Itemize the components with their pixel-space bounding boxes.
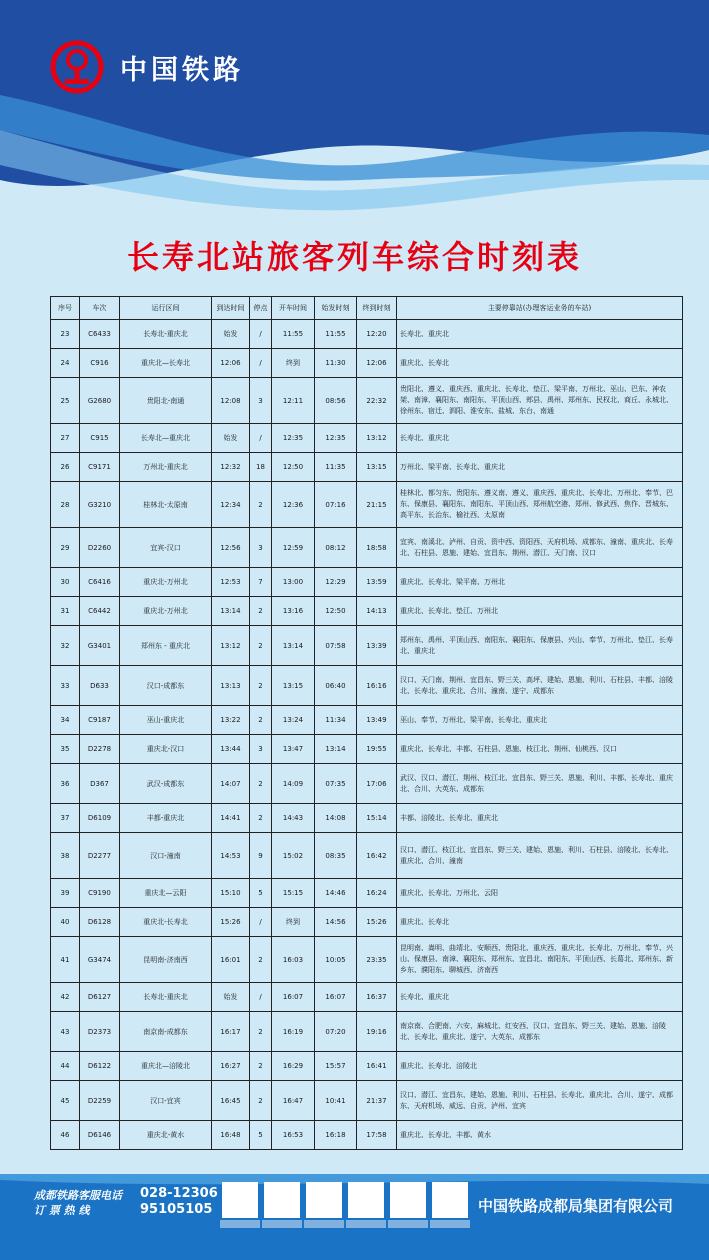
stop-duration: /: [250, 424, 272, 453]
route: 桂林北-太原南: [120, 482, 212, 528]
arrival-time: 13:13: [212, 666, 250, 706]
route: 南京南-成都东: [120, 1012, 212, 1052]
qr-code-icon: [432, 1182, 468, 1218]
train-number: D2373: [80, 1012, 120, 1052]
terminal-time: 22:32: [357, 378, 397, 424]
origin-time: 08:12: [315, 528, 357, 568]
hotline-number-1: 028-12306: [140, 1186, 218, 1201]
qr-code-icon: [222, 1182, 258, 1218]
origin-time: 15:57: [315, 1052, 357, 1081]
route: 郑州东 - 重庆北: [120, 626, 212, 666]
departure-time: 13:16: [272, 597, 315, 626]
stops: 昆明南、嵩明、曲靖北、安顺西、贵阳北、重庆西、重庆北、长寿北、万州北、奉节、兴山、保康县、南漳、襄阳东、郑州东、宜昌北、南阳东、平顶山西、长葛北、郑州东、新乡东、濮阳东、聊城西、济南西: [397, 937, 683, 983]
terminal-time: 16:16: [357, 666, 397, 706]
departure-time: 11:55: [272, 320, 315, 349]
origin-time: 16:07: [315, 983, 357, 1012]
departure-time: 12:11: [272, 378, 315, 424]
arrival-time: 13:22: [212, 706, 250, 735]
stops: 南京南、合肥南、六安、麻城北、红安西、汉口、宜昌东、野三关、建始、恩施、涪陵北、长寿北、重庆北、遂宁、大英东、成都东: [397, 1012, 683, 1052]
origin-time: 11:30: [315, 349, 357, 378]
route: 万州北-重庆北: [120, 453, 212, 482]
qr-code-row: [222, 1182, 468, 1218]
column-header: 序号: [51, 297, 80, 320]
train-number: D367: [80, 764, 120, 804]
train-number: G3210: [80, 482, 120, 528]
origin-time: 10:41: [315, 1081, 357, 1121]
row-number: 27: [51, 424, 80, 453]
stop-duration: /: [250, 320, 272, 349]
train-number: D2278: [80, 735, 120, 764]
arrival-time: 12:53: [212, 568, 250, 597]
hotline-label-2: 订 票 热 线: [34, 1204, 90, 1217]
origin-time: 12:35: [315, 424, 357, 453]
terminal-time: 15:14: [357, 804, 397, 833]
stop-duration: /: [250, 349, 272, 378]
train-number: D6109: [80, 804, 120, 833]
column-header: 车次: [80, 297, 120, 320]
stops: 丰都、涪陵北、长寿北、重庆北: [397, 804, 683, 833]
departure-time: 15:15: [272, 879, 315, 908]
stops: 贵阳北、遵义、重庆西、重庆北、长寿北、垫江、梁平南、万州北、巫山、巴东、神农架、南漳、襄阳东、南阳东、平顶山西、郏县、禹州、郑州东、民权北、商丘、永城北、徐州东、宿迁、泗阳、淮安东、盐城、东台、南通: [397, 378, 683, 424]
stop-duration: 9: [250, 833, 272, 879]
stop-duration: 5: [250, 879, 272, 908]
hotline-labels: [34, 1188, 122, 1218]
departure-time: 13:15: [272, 666, 315, 706]
terminal-time: 13:49: [357, 706, 397, 735]
departure-time: 终到: [272, 908, 315, 937]
route: 重庆北—涪陵北: [120, 1052, 212, 1081]
terminal-time: 13:15: [357, 453, 397, 482]
origin-time: 12:29: [315, 568, 357, 597]
route: 长寿北-重庆北: [120, 320, 212, 349]
origin-time: 13:14: [315, 735, 357, 764]
origin-time: 07:58: [315, 626, 357, 666]
origin-time: 11:34: [315, 706, 357, 735]
route: 宜宾-汉口: [120, 528, 212, 568]
stops: 万州北、梁平南、长寿北、重庆北: [397, 453, 683, 482]
table-row: [51, 735, 683, 764]
route: 汉口-宜宾: [120, 1081, 212, 1121]
arrival-time: 16:45: [212, 1081, 250, 1121]
table-row: [51, 482, 683, 528]
arrival-time: 13:44: [212, 735, 250, 764]
terminal-time: 21:15: [357, 482, 397, 528]
header-banner: [0, 0, 709, 230]
train-number: D6146: [80, 1121, 120, 1150]
train-number: D2259: [80, 1081, 120, 1121]
route: 汉口-成都东: [120, 666, 212, 706]
arrival-time: 始发: [212, 983, 250, 1012]
terminal-time: 13:39: [357, 626, 397, 666]
row-number: 44: [51, 1052, 80, 1081]
origin-time: 14:56: [315, 908, 357, 937]
departure-time: 16:03: [272, 937, 315, 983]
origin-time: 14:08: [315, 804, 357, 833]
row-number: 36: [51, 764, 80, 804]
row-number: 31: [51, 597, 80, 626]
table-row: [51, 597, 683, 626]
train-number: D2277: [80, 833, 120, 879]
row-number: 43: [51, 1012, 80, 1052]
origin-time: 12:50: [315, 597, 357, 626]
stops: 长寿北、重庆北: [397, 983, 683, 1012]
terminal-time: 16:37: [357, 983, 397, 1012]
arrival-time: 16:01: [212, 937, 250, 983]
train-number: C9171: [80, 453, 120, 482]
arrival-time: 13:14: [212, 597, 250, 626]
stops: 重庆北、长寿北、丰都、石柱县、恩施、枝江北、荆州、仙桃西、汉口: [397, 735, 683, 764]
terminal-time: 16:41: [357, 1052, 397, 1081]
departure-time: 13:47: [272, 735, 315, 764]
stops: 重庆北、长寿北、涪陵北: [397, 1052, 683, 1081]
train-number: C6416: [80, 568, 120, 597]
arrival-time: 16:17: [212, 1012, 250, 1052]
group-name: 中国铁路成都局集团有限公司: [478, 1197, 674, 1215]
row-number: 23: [51, 320, 80, 349]
arrival-time: 15:26: [212, 908, 250, 937]
row-number: 40: [51, 908, 80, 937]
row-number: 32: [51, 626, 80, 666]
route: 长寿北—重庆北: [120, 424, 212, 453]
stop-duration: 18: [250, 453, 272, 482]
route: 汉口-潼南: [120, 833, 212, 879]
brand-name: 中国铁路: [120, 54, 244, 86]
row-number: 24: [51, 349, 80, 378]
stop-duration: /: [250, 983, 272, 1012]
arrival-time: 14:41: [212, 804, 250, 833]
footer: [0, 1174, 709, 1260]
timetable: [50, 296, 673, 1260]
train-number: D6122: [80, 1052, 120, 1081]
route: 武汉-成都东: [120, 764, 212, 804]
origin-time: 07:35: [315, 764, 357, 804]
arrival-time: 13:12: [212, 626, 250, 666]
qr-code-icon: [390, 1182, 426, 1218]
route: 贵阳北-南通: [120, 378, 212, 424]
route: 长寿北-重庆北: [120, 983, 212, 1012]
stops: 汉口、天门南、荆州、宜昌东、野三关、高坪、建始、恩施、利川、石柱县、丰都、涪陵北、长寿北、重庆北、合川、潼南、遂宁、成都东: [397, 666, 683, 706]
table-row: [51, 706, 683, 735]
stops: 巫山、奉节、万州北、梁平南、长寿北、重庆北: [397, 706, 683, 735]
column-header: 开车时间: [272, 297, 315, 320]
table-row: [51, 666, 683, 706]
stop-duration: 2: [250, 666, 272, 706]
stop-duration: 2: [250, 482, 272, 528]
route: 重庆北—云阳: [120, 879, 212, 908]
route: 昆明南-济南西: [120, 937, 212, 983]
stop-duration: 2: [250, 626, 272, 666]
stops: 长寿北、重庆北: [397, 424, 683, 453]
train-number: D6127: [80, 983, 120, 1012]
terminal-time: 13:59: [357, 568, 397, 597]
qr-code-icon: [348, 1182, 384, 1218]
stops: 重庆北、长寿北、梁平南、万州北: [397, 568, 683, 597]
train-number: C6433: [80, 320, 120, 349]
table-row: [51, 528, 683, 568]
terminal-time: 13:12: [357, 424, 397, 453]
row-number: 25: [51, 378, 80, 424]
train-number: G2680: [80, 378, 120, 424]
departure-time: 16:47: [272, 1081, 315, 1121]
row-number: 38: [51, 833, 80, 879]
train-number: C915: [80, 424, 120, 453]
arrival-time: 16:27: [212, 1052, 250, 1081]
origin-time: 08:35: [315, 833, 357, 879]
departure-time: 16:53: [272, 1121, 315, 1150]
departure-time: 12:35: [272, 424, 315, 453]
row-number: 42: [51, 983, 80, 1012]
table-row: [51, 424, 683, 453]
row-number: 45: [51, 1081, 80, 1121]
table-row: [51, 804, 683, 833]
departure-time: 16:29: [272, 1052, 315, 1081]
route: 重庆北-黄水: [120, 1121, 212, 1150]
row-number: 30: [51, 568, 80, 597]
terminal-time: 16:42: [357, 833, 397, 879]
departure-time: 13:24: [272, 706, 315, 735]
table-row: [51, 879, 683, 908]
stops: 长寿北、重庆北: [397, 320, 683, 349]
train-number: D6128: [80, 908, 120, 937]
stop-duration: 3: [250, 378, 272, 424]
train-number: C9187: [80, 706, 120, 735]
terminal-time: 19:16: [357, 1012, 397, 1052]
brand: [50, 40, 244, 94]
table-row: [51, 568, 683, 597]
train-number: G3474: [80, 937, 120, 983]
origin-time: 11:35: [315, 453, 357, 482]
stops: 重庆北、长寿北: [397, 908, 683, 937]
row-number: 39: [51, 879, 80, 908]
route: 丰都-重庆北: [120, 804, 212, 833]
column-header: 终到时刻: [357, 297, 397, 320]
hotline-label-1: 成都铁路客服电话: [34, 1189, 122, 1202]
origin-time: 06:40: [315, 666, 357, 706]
train-number: D2260: [80, 528, 120, 568]
arrival-time: 12:08: [212, 378, 250, 424]
table-row: [51, 764, 683, 804]
stops: 重庆北、长寿北、丰都、黄水: [397, 1121, 683, 1150]
stops: 汉口、潜江、枝江北、宜昌东、野三关、建始、恩施、利川、石柱县、涪陵北、长寿北、重庆北、合川、潼南: [397, 833, 683, 879]
departure-time: 12:50: [272, 453, 315, 482]
arrival-time: 16:48: [212, 1121, 250, 1150]
origin-time: 08:56: [315, 378, 357, 424]
column-header: 到达时间: [212, 297, 250, 320]
hotline-number-2: 95105105: [140, 1202, 213, 1217]
stop-duration: 2: [250, 1052, 272, 1081]
column-header: 主要停靠站(办理客运业务的车站): [397, 297, 683, 320]
table-row: [51, 349, 683, 378]
row-number: 41: [51, 937, 80, 983]
stop-duration: /: [250, 908, 272, 937]
table-row: [51, 983, 683, 1012]
row-number: 28: [51, 482, 80, 528]
arrival-time: 始发: [212, 320, 250, 349]
stop-duration: 2: [250, 597, 272, 626]
column-header: 运行区间: [120, 297, 212, 320]
table-row: [51, 320, 683, 349]
stop-duration: 2: [250, 1012, 272, 1052]
terminal-time: 16:24: [357, 879, 397, 908]
departure-time: 13:14: [272, 626, 315, 666]
terminal-time: 19:55: [357, 735, 397, 764]
departure-time: 终到: [272, 349, 315, 378]
departure-time: 13:00: [272, 568, 315, 597]
train-number: C9190: [80, 879, 120, 908]
table-row: [51, 378, 683, 424]
stop-duration: 2: [250, 937, 272, 983]
terminal-time: 14:13: [357, 597, 397, 626]
terminal-time: 12:20: [357, 320, 397, 349]
departure-time: 12:36: [272, 482, 315, 528]
stops: 郑州东、禹州、平顶山西、南阳东、襄阳东、保康县、兴山、奉节、万州北、垫江、长寿北、重庆北: [397, 626, 683, 666]
qr-code-icon: [306, 1182, 342, 1218]
arrival-time: 15:10: [212, 879, 250, 908]
stop-duration: 2: [250, 764, 272, 804]
train-number: D633: [80, 666, 120, 706]
stop-duration: 7: [250, 568, 272, 597]
terminal-time: 18:58: [357, 528, 397, 568]
departure-time: 16:07: [272, 983, 315, 1012]
stop-duration: 5: [250, 1121, 272, 1150]
arrival-time: 12:06: [212, 349, 250, 378]
stops: 重庆北、长寿北、垫江、万州北: [397, 597, 683, 626]
arrival-time: 12:56: [212, 528, 250, 568]
route: 巫山-重庆北: [120, 706, 212, 735]
table-row: [51, 1012, 683, 1052]
table-row: [51, 908, 683, 937]
table-header-row: [51, 297, 683, 320]
terminal-time: 15:26: [357, 908, 397, 937]
origin-time: 07:20: [315, 1012, 357, 1052]
row-number: 33: [51, 666, 80, 706]
arrival-time: 14:53: [212, 833, 250, 879]
timetable-table: [50, 296, 683, 1150]
row-number: 37: [51, 804, 80, 833]
route: 重庆北-汉口: [120, 735, 212, 764]
origin-time: 07:16: [315, 482, 357, 528]
stops: 汉口、潜江、宜昌东、建始、恩施、利川、石柱县、长寿北、重庆北、合川、遂宁、成都东、天府机场、威远、自贡、泸州、宜宾: [397, 1081, 683, 1121]
table-row: [51, 453, 683, 482]
row-number: 29: [51, 528, 80, 568]
stop-duration: 2: [250, 804, 272, 833]
row-number: 35: [51, 735, 80, 764]
departure-time: 14:09: [272, 764, 315, 804]
route: 重庆北-万州北: [120, 568, 212, 597]
train-number: G3401: [80, 626, 120, 666]
departure-time: 16:19: [272, 1012, 315, 1052]
column-header: 停点: [250, 297, 272, 320]
table-row: [51, 1121, 683, 1150]
origin-time: 10:05: [315, 937, 357, 983]
row-number: 34: [51, 706, 80, 735]
table-row: [51, 937, 683, 983]
route: 重庆北-长寿北: [120, 908, 212, 937]
table-row: [51, 1052, 683, 1081]
arrival-time: 12:32: [212, 453, 250, 482]
train-number: C6442: [80, 597, 120, 626]
column-header: 始发时刻: [315, 297, 357, 320]
stops: 重庆北、长寿北、万州北、云阳: [397, 879, 683, 908]
terminal-time: 21:37: [357, 1081, 397, 1121]
origin-time: 16:18: [315, 1121, 357, 1150]
stop-duration: 2: [250, 706, 272, 735]
stop-duration: 2: [250, 1081, 272, 1121]
arrival-time: 12:34: [212, 482, 250, 528]
qr-code-icon: [264, 1182, 300, 1218]
terminal-time: 12:06: [357, 349, 397, 378]
table-row: [51, 626, 683, 666]
terminal-time: 17:06: [357, 764, 397, 804]
stops: 武汉、汉口、潜江、荆州、枝江北、宜昌东、野三关、恩施、利川、丰都、长寿北、重庆北、合川、大英东、成都东: [397, 764, 683, 804]
row-number: 46: [51, 1121, 80, 1150]
departure-time: 12:59: [272, 528, 315, 568]
stops: 桂林北、都匀东、贵阳东、遵义南、遵义、重庆西、重庆北、长寿北、万州北、奉节、巴东、保康县、襄阳东、南阳东、平顶山西、郑州航空港、郑州、修武西、焦作、晋城东、高平东、长治东、榆社西、太原南: [397, 482, 683, 528]
row-number: 26: [51, 453, 80, 482]
page-title: 长寿北站旅客列车综合时刻表: [126, 238, 582, 276]
stops: 宜宾、南溪北、泸州、自贡、资中西、资阳西、天府机场、成都东、潼南、重庆北、长寿北、石柱县、恩施、建始、宜昌东、荆州、潜江、天门南、汉口: [397, 528, 683, 568]
table-row: [51, 833, 683, 879]
origin-time: 14:46: [315, 879, 357, 908]
terminal-time: 17:58: [357, 1121, 397, 1150]
route: 重庆北-万州北: [120, 597, 212, 626]
origin-time: 11:55: [315, 320, 357, 349]
arrival-time: 14:07: [212, 764, 250, 804]
china-railway-logo-icon: [50, 40, 104, 94]
route: 重庆北—长寿北: [120, 349, 212, 378]
stop-duration: 3: [250, 528, 272, 568]
arrival-time: 始发: [212, 424, 250, 453]
terminal-time: 23:35: [357, 937, 397, 983]
hotline-numbers: [140, 1186, 218, 1218]
departure-time: 15:02: [272, 833, 315, 879]
table-row: [51, 1081, 683, 1121]
departure-time: 14:43: [272, 804, 315, 833]
train-number: C916: [80, 349, 120, 378]
stop-duration: 3: [250, 735, 272, 764]
stops: 重庆北、长寿北: [397, 349, 683, 378]
